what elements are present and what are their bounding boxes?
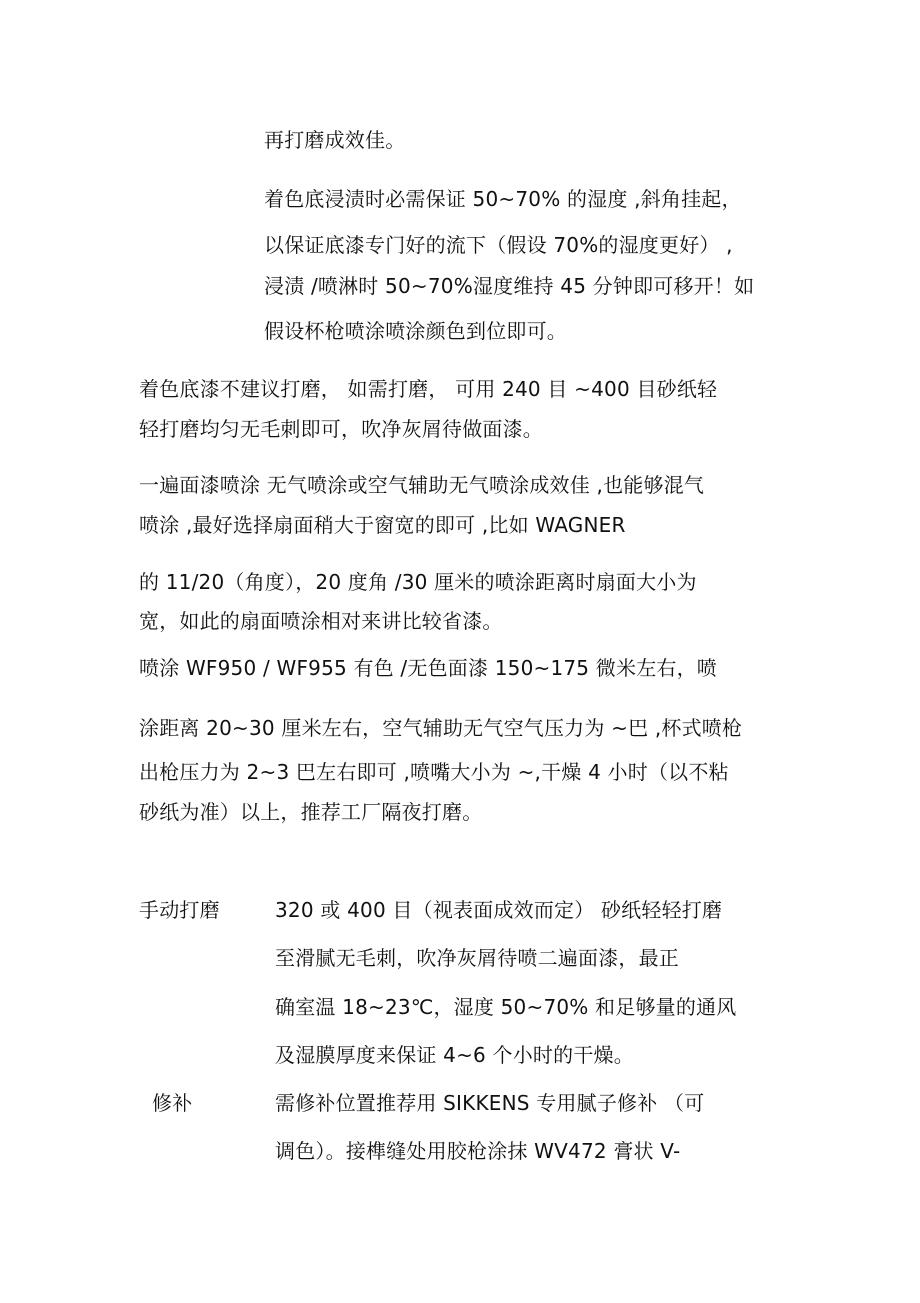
paragraph-line: 喷涂 WF950 / WF955 有色 /无色面漆 150~175 微米左右，喷 xyxy=(139,656,717,680)
paragraph-line: 一遍面漆喷涂 无气喷涂或空气辅助无气喷涂成效佳 ,也能够混气 xyxy=(139,473,705,497)
paragraph-line: 及湿膜厚度来保证 4~6 个小时的干燥。 xyxy=(275,1043,634,1067)
paragraph-line: 再打磨成效佳。 xyxy=(264,128,406,152)
paragraph-line: 宽，如此的扇面喷涂相对来讲比较省漆。 xyxy=(139,609,503,633)
paragraph-line: 的 11/20（角度），20 度角 /30 厘米的喷涂距离时扇面大小为 xyxy=(139,570,697,594)
paragraph-line: 砂纸为准）以上，推荐工厂隔夜打磨。 xyxy=(139,800,483,824)
paragraph-line: 着色底漆不建议打磨， 如需打磨， 可用 240 目 ~400 目砂纸轻 xyxy=(139,377,718,401)
paragraph-line: 假设杯枪喷涂喷涂颜色到位即可。 xyxy=(264,319,567,343)
paragraph-line: 涂距离 20~30 厘米左右，空气辅助无气空气压力为 ~巴 ,杯式喷枪 xyxy=(139,716,743,740)
paragraph-line: 喷涂 ,最好选择扇面稍大于窗宽的即可 ,比如 WAGNER xyxy=(139,513,626,537)
paragraph-line: 出枪压力为 2~3 巴左右即可 ,喷嘴大小为 ~,干燥 4 小时（以不粘 xyxy=(139,760,729,784)
paragraph-line: 需修补位置推荐用 SIKKENS 专用腻子修补 （可 xyxy=(275,1091,705,1115)
paragraph-line: 320 或 400 目（视表面成效而定） 砂纸轻轻打磨 xyxy=(275,898,723,922)
paragraph-line: 至滑腻无毛刺，吹净灰屑待喷二遍面漆，最正 xyxy=(275,946,679,970)
paragraph-line: 确室温 18~23℃，湿度 50~70% 和足够量的通风 xyxy=(275,995,737,1019)
paragraph-line: 着色底浸渍时必需保证 50~70% 的湿度 ,斜角挂起， xyxy=(264,187,742,211)
section-label-repair: 修补 xyxy=(152,1091,193,1115)
paragraph-line: 以保证底漆专门好的流下（假设 70%的湿度更好） , xyxy=(264,233,733,257)
section-label-manual-sanding: 手动打磨 xyxy=(139,898,220,922)
paragraph-line: 浸渍 /喷淋时 50~70%湿度维持 45 分钟即可移开！如 xyxy=(264,274,755,298)
paragraph-line: 轻打磨均匀无毛刺即可，吹净灰屑待做面漆。 xyxy=(139,417,543,441)
paragraph-line: 调色）。接榫缝处用胶枪涂抹 WV472 膏状 V- xyxy=(275,1139,681,1163)
